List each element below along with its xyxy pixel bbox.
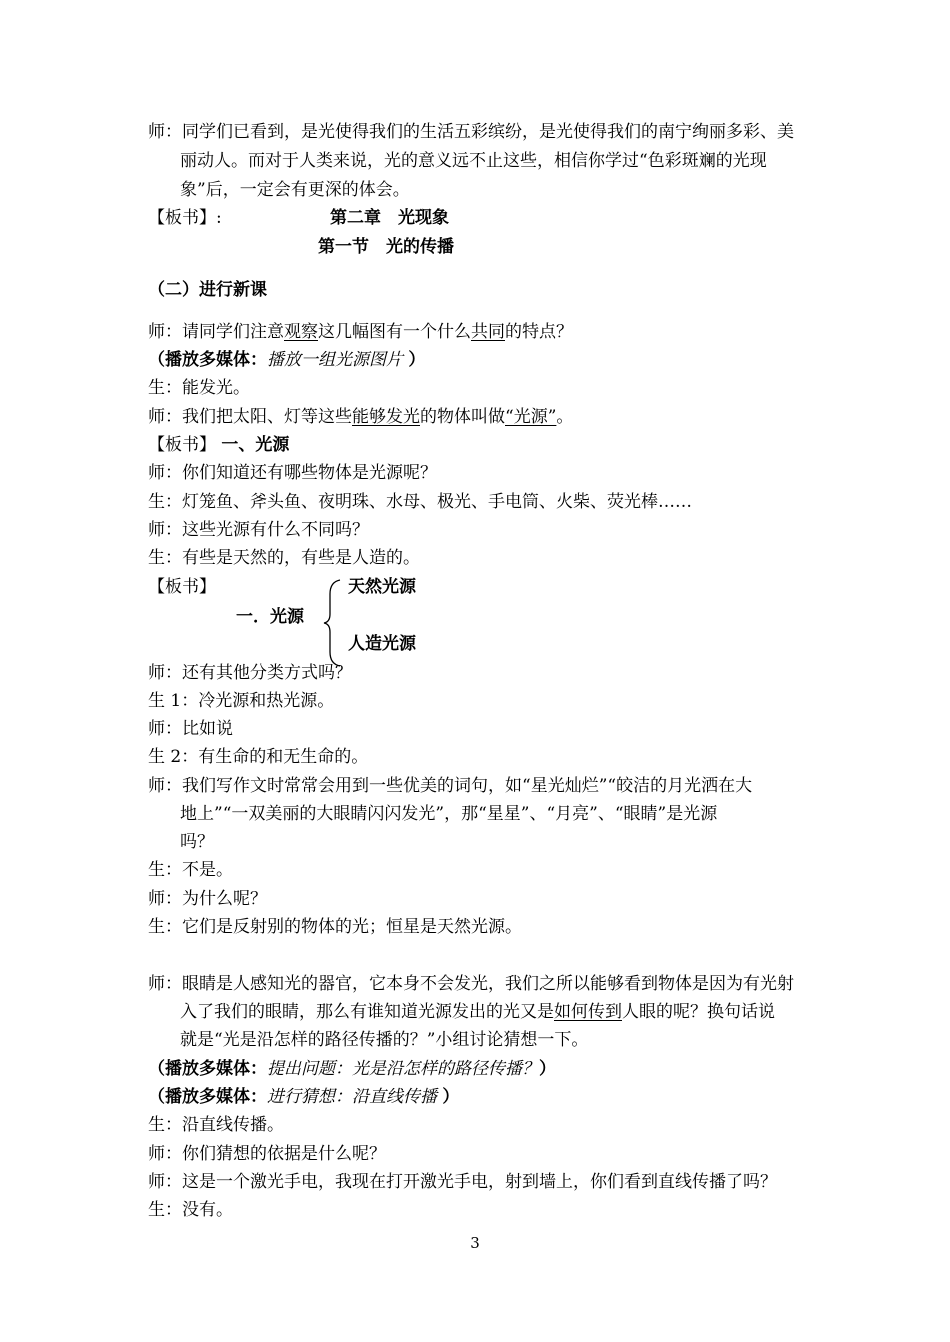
question-10: 师：这是一个激光手电，我现在打开激光手电，射到墙上，你们看到直线传播了吗？ [148,1172,777,1192]
board-label: 【板书】 [148,577,216,597]
board-label: 【板书】 [148,435,216,455]
answer-5: 生 2：有生命的和无生命的。 [148,747,369,767]
intro-line-1: 师：同学们已看到，是光使得我们的生活五彩缤纷，是光使得我们的南宁绚丽多彩、美 [148,122,794,142]
question-8-line-2 [180,1000,775,1024]
media-close: ） [442,1087,460,1107]
intro-line-2: 丽动人。而对于人类来说，光的意义远不止这些，相信你学过“色彩斑斓的光现 [180,151,767,171]
underlined-term: 共同 [471,322,505,342]
question-observe [148,320,573,344]
underlined-term: “光源” [505,407,557,427]
board-line-2 [148,433,289,457]
section-title: 第一节 光的传播 [318,237,454,257]
board-content: 一、光源 [221,435,290,455]
board-artificial-source: 人造光源 [348,634,416,654]
answer-1: 生：能发光。 [148,378,250,398]
question-6-line-2: 地上”“一双美丽的大眼睛闪闪发光”，那“星星”、“月亮”、“眼睛”是光源 [180,804,718,824]
definition-line [148,405,573,429]
text-segment: 。 [556,407,574,427]
answer-8: 生：沿直线传播。 [148,1115,284,1135]
answer-10: 生：没有。 [148,1200,233,1220]
text-segment: 师：我们把太阳、灯等这些 [148,407,352,427]
answer-4: 生 1：冷光源和热光源。 [148,691,335,711]
media-label: （播放多媒体： [148,350,267,370]
question-3: 师：这些光源有什么不同吗？ [148,520,369,540]
board-natural-source: 天然光源 [348,577,416,597]
media-content: 播放一组光源图片 [267,350,403,370]
question-6-line-1: 师：我们写作文时常常会用到一些优美的词句，如“星光灿烂”“皎洁的月光洒在大 [148,776,753,796]
media-content: 进行猜想：沿直线传播 [267,1087,437,1107]
curly-brace-icon [322,578,344,668]
chapter-title: 第二章 光现象 [330,208,449,228]
underlined-term: 如何传到 [554,1002,622,1022]
text-segment: 的特点？ [505,322,573,342]
page-number: 3 [470,1234,480,1252]
board-label: 【板书】: [148,208,222,228]
question-8-line-3: 就是“光是沿怎样的路径传播的？”小组讨论猜想一下。 [180,1030,589,1050]
media-content: 提出问题：光是沿怎样的路径传播？ [267,1059,539,1079]
text-segment: 师：请同学们注意 [148,322,284,342]
answer-6: 生：不是。 [148,860,233,880]
question-4: 师：还有其他分类方式吗？ [148,663,352,683]
answer-3: 生：有些是天然的，有些是人造的。 [148,548,420,568]
question-5: 师：比如说 [148,719,233,739]
text-segment: 这几幅图有一个什么 [318,322,471,342]
board-light-source: 一．光源 [236,607,304,627]
new-lesson-heading: （二）进行新课 [148,280,267,300]
intro-line-3: 象”后，一定会有更深的体会。 [180,180,410,200]
media-note-1 [148,348,425,372]
underlined-term: 能够发光 [352,407,420,427]
media-close: ） [408,350,426,370]
question-9: 师：你们猜想的依据是什么呢？ [148,1144,386,1164]
media-close: ） [539,1059,556,1079]
question-8-line-1: 师：眼睛是人感知光的器官，它本身不会发光，我们之所以能够看到物体是因为有光射 [148,974,794,994]
question-6-line-3: 吗？ [180,832,214,852]
text-segment: 人眼的呢？换句话说 [622,1002,775,1022]
answer-2: 生：灯笼鱼、斧头鱼、夜明珠、水母、极光、手电筒、火柴、荧光棒…… [148,492,692,512]
question-2: 师：你们知道还有哪些物体是光源呢？ [148,463,437,483]
media-label: （播放多媒体： [148,1059,267,1079]
text-segment: 入了我们的眼睛，那么有谁知道光源发出的光又是 [180,1002,554,1022]
text-segment: 的物体叫做 [420,407,505,427]
underlined-term: 观察 [284,322,318,342]
answer-7: 生：它们是反射别的物体的光；恒星是天然光源。 [148,917,522,937]
media-note-3 [148,1085,459,1109]
media-note-2 [148,1057,556,1081]
media-label: （播放多媒体： [148,1087,267,1107]
question-7: 师：为什么呢？ [148,889,267,909]
